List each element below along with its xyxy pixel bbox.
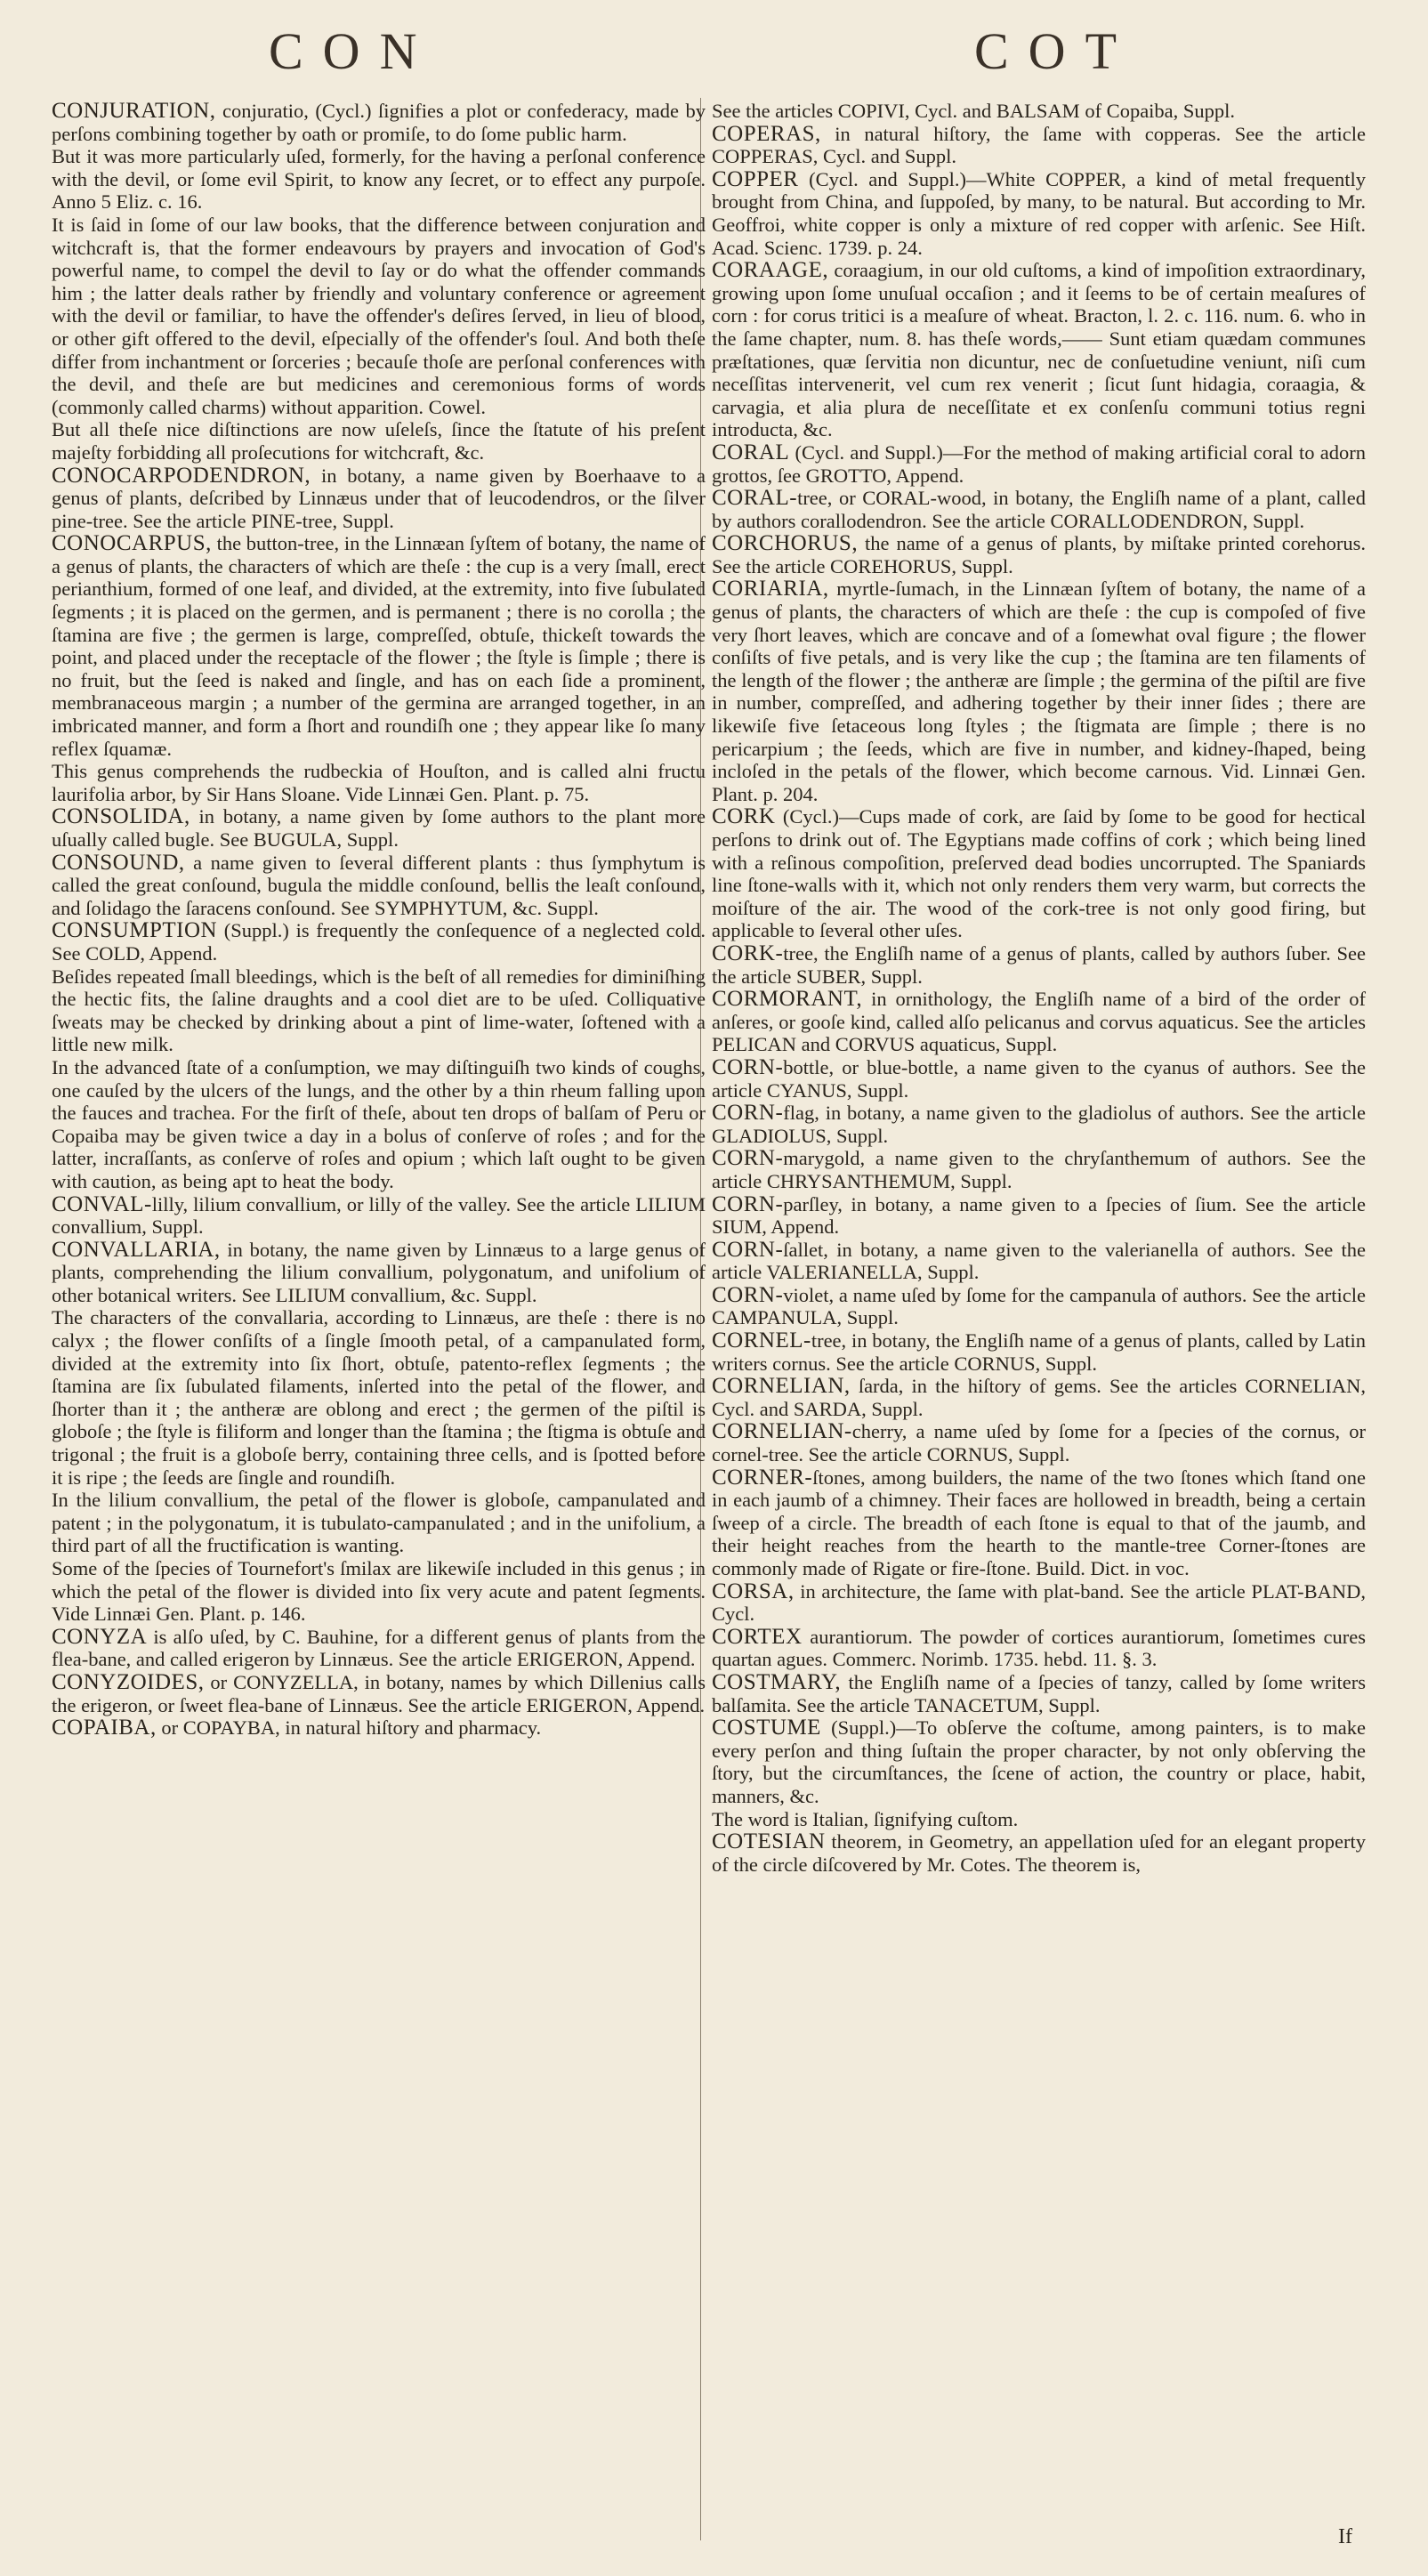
- entry-text: flag, in botany, a name given to the gladiolus of authors. See the article GLADIOLUS, Suppl.: [712, 1102, 1366, 1147]
- entry-text: or COPAYBA, in natural hiſtory and pharmacy.: [156, 1716, 542, 1740]
- entry-text: tree, or CORAL-wood, in botany, the Engliſh name of a plant, called by authors corallodendron. See the article CORALLODENDRON, Suppl.: [712, 487, 1366, 532]
- entry-text: aurantiorum. The powder of cortices aurantiorum, ſometimes cures quartan agues. Commerc. Norimb. 1735. hebd. 11. §. 3.: [712, 1625, 1366, 1671]
- dictionary-entry: [52, 1626, 706, 1671]
- dictionary-entry: [52, 1239, 706, 1307]
- entry-text: cherry, a name uſed by ſome for a ſpecies of the cornus, or cornel-tree. See the article CORNUS, Suppl.: [712, 1420, 1366, 1466]
- entry-headword: COTESIAN: [712, 1829, 826, 1854]
- entry-continuation: [52, 418, 706, 464]
- dictionary-entry: [712, 532, 1366, 577]
- dictionary-entry: [52, 919, 706, 965]
- dictionary-entry: [712, 168, 1366, 259]
- entry-text: in ornithology, the Engliſh name of a bird of the order of anſeres, or gooſe kind, called alſo pelicanus and corvus aquaticus. See the articles PELICAN and CORVUS aquaticus, Suppl.: [712, 988, 1366, 1056]
- left-column: [52, 100, 706, 2556]
- entry-text: coraagium, in our old cuſtoms, a kind of impoſition extraordinary, growing upon ſome unuſual occaſion ; and it ſeems to be of certain meaſures of corn : for corus tritici is a meaſure of wheat. Bracton, l. 2. c. 116. num. 6. who in the ſame chapter, num. 8. has theſe words,—— Sunt etiam quædam communes præſtationes, quæ ſervitia non dicuntur, nec de conſuetudine veniunt, niſi cum neceſſitas intervenerit, vel cum rex venerit ; ſicut ſunt hidagia, coraagia, & carvagia, et alia plura de neceſſitate et ex conſenſu communi totius regni introducta, &c.: [712, 259, 1366, 441]
- dictionary-entry: [712, 1329, 1366, 1375]
- entry-headword: CORN-: [712, 1054, 784, 1079]
- catchword: If: [1338, 2525, 1352, 2548]
- dictionary-entry: [712, 1284, 1366, 1329]
- entry-headword: CORCHORUS,: [712, 531, 859, 556]
- entry-headword: CORN-: [712, 1282, 784, 1307]
- right-column: [712, 100, 1366, 2556]
- entry-headword: CONYZA: [52, 1624, 148, 1649]
- entry-headword: CONJURATION,: [52, 100, 216, 123]
- entry-headword: CONYZOIDES,: [52, 1669, 205, 1694]
- entry-headword: CORNELIAN-: [712, 1419, 852, 1444]
- dictionary-entry: [712, 1147, 1366, 1192]
- entry-continuation: [52, 1557, 706, 1626]
- dictionary-entry: [712, 577, 1366, 805]
- dictionary-entry: [52, 532, 706, 760]
- entry-continuation: [712, 100, 1366, 123]
- entry-headword: CONSOLIDA,: [52, 804, 190, 829]
- entry-text: the button-tree, in the Linnæan ſyſtem of botany, the name of a genus of plants, the characters of which are theſe : the cup is a very ſmall, erect perianthium, formed of one leaf, and divided, at the extremity, into five ſubulated ſegments ; it is placed on the germen, and is permanent ; there is no corolla ; the ſtamina are five ; the germen is large, compreſſed, obtuſe, thickeſt towards the point, and placed under the receptacle of the flower ; the ſtyle is ſimple ; there is no fruit, but the ſeed is naked and ſingle, and has on each ſide a prominent, membranaceous margin ; a number of the germina are arranged together, in an imbricated manner, and form a ſhort and roundiſh one ; they appear like ſo many reflex ſquamæ.: [52, 532, 706, 760]
- dictionary-entry: [52, 1716, 706, 1740]
- dictionary-entry: [52, 852, 706, 920]
- entry-text: tree, the Engliſh name of a genus of plants, called by authors ſuber. See the article SUBER, Suppl.: [712, 941, 1366, 988]
- entry-text: (Cycl.)—Cups made of cork, are ſaid by ſome to be good for hectical perſons to drink out of. The Egyptians made coffins of cork ; which being lined with a reſinous compoſition, preſerved dead bodies uncorrupted. The Spaniards line ſtone-walls with it, which not only renders them very warm, but corrects the moiſture of the air. The wood of the cork-tree is not only good firing, but applicable to ſeveral other uſes.: [712, 805, 1366, 942]
- entry-text: in architecture, the ſame with plat-band. See the article PLAT-BAND, Cycl.: [712, 1579, 1366, 1626]
- entry-headword: COSTMARY,: [712, 1669, 842, 1694]
- dictionary-entry: [712, 1239, 1366, 1284]
- entry-text: This genus comprehends the rudbeckia of Houſton, and is called alni fructu laurifolia arbor, by Sir Hans Sloane. Vide Linnæi Gen. Plant. p. 75.: [52, 760, 706, 805]
- dictionary-entry: [712, 123, 1366, 168]
- entry-text: conjuratio, (Cycl.) ſignifies a plot or confederacy, made by perſons combining together by oath or promiſe, to do ſome public harm.: [52, 100, 706, 145]
- entry-headword: CORN-: [712, 1237, 784, 1262]
- entry-headword: CONVAL-: [52, 1191, 152, 1216]
- entry-text: the Engliſh name of a ſpecies of tanzy, called by ſome writers balſamita. See the article TANACETUM, Suppl.: [712, 1670, 1366, 1716]
- entry-text: in botany, the name given by Linnæus to a large genus of plants, comprehending the lilium convallium, polygonatum, and unifolium of other botanical writers. See LILIUM convallium, &c. Suppl.: [52, 1238, 706, 1306]
- entry-text: (Cycl. and Suppl.)—For the method of making artificial coral to adorn grottos, ſee GROTTO, Append.: [712, 440, 1366, 487]
- entry-headword: COPAIBA,: [52, 1716, 157, 1740]
- entry-headword: CORNER-: [712, 1465, 813, 1490]
- entry-text: theorem, in Geometry, an appellation uſed for an elegant property of the circle diſcovered by Mr. Cotes. The theorem is,: [712, 1830, 1366, 1876]
- entry-headword: CORAAGE,: [712, 258, 829, 283]
- entry-text: the name of a genus of plants, by miſtake printed corehorus. See the article COREHORUS, Suppl.: [712, 532, 1366, 577]
- dictionary-entry: [712, 1830, 1366, 1876]
- entry-text: (Cycl. and Suppl.)—White COPPER, a kind of metal frequently brought from China, and ſuppoſed, by many, to be natural. But according to Mr. Geoffroi, white copper is only a mixture of red copper with arſenic. See Hiſt. Acad. Scienc. 1739. p. 24.: [712, 167, 1366, 259]
- entry-headword: CONOCARPUS,: [52, 531, 212, 556]
- entry-headword: CONVALLARIA,: [52, 1237, 221, 1262]
- dictionary-entry: [52, 805, 706, 851]
- entry-text: ſarda, in the hiſtory of gems. See the articles CORNELIAN, Cycl. and SARDA, Suppl.: [712, 1375, 1366, 1420]
- entry-continuation: [52, 1306, 706, 1489]
- dictionary-entry: [52, 1671, 706, 1716]
- entry-headword: COPPER: [712, 166, 799, 191]
- entry-text: tree, in botany, the Engliſh name of a genus of plants, called by Latin writers cornus. See the article CORNUS, Suppl.: [712, 1329, 1366, 1375]
- entry-text: violet, a name uſed by ſome for the campanula of authors. See the article CAMPANULA, Suppl.: [712, 1283, 1366, 1329]
- left-running-head: CON: [269, 22, 437, 80]
- entry-headword: CORAL-: [712, 486, 798, 511]
- entry-text: in natural hiſtory, the ſame with copperas. See the article COPPERAS, Cycl. and Suppl.: [712, 122, 1366, 168]
- entry-text: myrtle-ſumach, in the Linnæan ſyſtem of botany, the name of a genus of plants, the characters of which are theſe : the cup is compoſed of five very ſhort leaves, which are concave and of a ſomewhat oval figure ; the flower conſiſts of five petals, and is very like the cup ; the ſtamina are ten filaments of the length of the flower ; the antheræ are ſimple ; the germina of the piſtil are five in number, compreſſed, and adhering together by their inner ſides ; there are likewiſe five ſetaceous long ſtyles ; the ſtigmata are ſimple ; there is no pericarpium ; the ſeeds, which are five in number, and kidney-ſhaped, being incloſed in the petals of the flower, which become carnous. Vid. Linnæi Gen. Plant. p. 204.: [712, 577, 1366, 805]
- entry-headword: CORAL: [712, 440, 790, 464]
- entry-continuation: [52, 760, 706, 805]
- entry-text: bottle, or blue-bottle, a name given to the cyanus of authors. See the article CYANUS, Suppl.: [712, 1055, 1366, 1102]
- entry-text: ſtones, among builders, the name of the two ſtones which ſtand one in each jaumb of a chimney. Their faces are hollowed in breadth, being a certain ſweep of a circle. The breadth of each ſtone is equal to that of the jaumb, and their height reaches from the hearth to the mantle-tree Corner-ſtones are commonly made of Rigate or fire-ſtone. Build. Dict. in voc.: [712, 1466, 1366, 1579]
- entry-text: But it was more particularly uſed, formerly, for the having a perſonal conference with the devil, or ſome evil Spirit, to know any ſecret, or to effect any purpoſe. Anno 5 Eliz. c. 16.: [52, 145, 706, 214]
- entry-continuation: [52, 214, 706, 418]
- entry-text: in botany, a name given by ſome authors to the plant more uſually called bugle. See BUGULA, Suppl.: [52, 805, 706, 851]
- dictionary-entry: [712, 1626, 1366, 1671]
- right-running-head: COT: [974, 22, 1136, 80]
- entry-headword: CORIARIA,: [712, 577, 829, 602]
- dictionary-entry: [712, 988, 1366, 1056]
- entry-headword: CORK-: [712, 941, 784, 965]
- dictionary-entry: [712, 1466, 1366, 1580]
- dictionary-entry: [712, 1375, 1366, 1420]
- dictionary-entry: [712, 259, 1366, 441]
- dictionary-entry: [712, 1420, 1366, 1466]
- entry-text: ſallet, in botany, a name given to the valerianella of authors. See the article VALERIANELLA, Suppl.: [712, 1238, 1366, 1284]
- entry-text: (Suppl.) is frequently the conſequence of a neglected cold. See COLD, Append.: [52, 919, 706, 965]
- dictionary-entry: [52, 464, 706, 533]
- entry-headword: CONSOUND,: [52, 850, 185, 875]
- entry-continuation: [712, 1808, 1366, 1831]
- entry-text: parſley, in botany, a name given to a ſpecies of ſium. See the article SIUM, Append.: [712, 1192, 1366, 1239]
- entry-headword: CORNELIAN,: [712, 1374, 851, 1399]
- entry-headword: CORN-: [712, 1146, 784, 1171]
- entry-text: or CONYZELLA, in botany, names by which Dillenius calls the erigeron, or ſweet flea-bane of Linnæus. See the article ERIGERON, Append.: [52, 1670, 706, 1716]
- entry-text: in botany, a name given by Boerhaave to a genus of plants, deſcribed by Linnæus under that of leucodendros, or the ſilver pine-tree. See the article PINE-tree, Suppl.: [52, 464, 706, 532]
- entry-continuation: [52, 1056, 706, 1193]
- dictionary-entry: [712, 805, 1366, 942]
- entry-headword: CORSA,: [712, 1579, 795, 1603]
- entry-headword: CORMORANT,: [712, 987, 863, 1012]
- entry-text: is alſo uſed, by C. Bauhine, for a different genus of plants from the flea-bane, and called erigeron by Linnæus. See the article ERIGERON, Append.: [52, 1625, 706, 1671]
- entry-headword: CONSUMPTION: [52, 918, 218, 943]
- entry-text: marygold, a name given to the chryſanthemum of authors. See the article CHRYSANTHEMUM, Suppl.: [712, 1147, 1366, 1192]
- dictionary-entry: [52, 1193, 706, 1239]
- entry-headword: CORTEX: [712, 1624, 803, 1649]
- dictionary-entry: [712, 441, 1366, 487]
- entry-headword: COSTUME: [712, 1716, 821, 1740]
- entry-text: (Suppl.)—To obſerve the coſtume, among painters, is to make every perſon and thing ſuſtain the proper character, by not only obſerving the ſtory, but the circumſtances, the ſcene of action, the country or place, habit, manners, &c.: [712, 1716, 1366, 1807]
- dictionary-entry: [52, 100, 706, 145]
- entry-headword: CORN-: [712, 1101, 784, 1126]
- dictionary-entry: [712, 1580, 1366, 1626]
- dictionary-entry: [712, 942, 1366, 988]
- entry-text: Beſides repeated ſmall bleedings, which is the beſt of all remedies for diminiſhing the hectic fits, the ſaline draughts and a cool diet are to be uſed. Colliquative ſweats may be checked by drinking about a pint of lime-water, ſoftened with a little new milk.: [52, 965, 706, 1056]
- dictionary-entry: [712, 1671, 1366, 1716]
- entry-continuation: [52, 145, 706, 214]
- entry-text: See the articles COPIVI, Cycl. and BALSAM of Copaiba, Suppl.: [712, 100, 1236, 122]
- entry-headword: CORNEL-: [712, 1328, 811, 1353]
- entry-text: It is ſaid in ſome of our law books, that the difference between conjuration and witchcraft is, that the former endeavours by prayers and invocation of God's powerful name, to compel the devil to ſay or do what the offender commands him ; the latter deals rather by friendly and voluntary conference or agreement with the devil or familiar, to have the offender's deſires ſerved, in lieu of blood, or other gift offered to the devil, eſpecially of the offender's ſoul. And both theſe differ from inchantment or ſorceries ; becauſe thoſe are perſonal conferences with the devil, and theſe are but medicines and ceremonious forms of words (commonly called charms) without apparition. Cowel.: [52, 213, 706, 418]
- dictionary-entry: [712, 1102, 1366, 1147]
- entry-headword: CORN-: [712, 1191, 784, 1216]
- dictionary-entry: [712, 487, 1366, 532]
- entry-text: The characters of the convallaria, according to Linnæus, are theſe : there is no calyx ; the flower conſiſts of a ſingle ſmooth petal, of a campanulated form, divided at the extremity into ſix ſhort, obtuſe, patento-reflex ſegments ; the ſtamina are ſix ſubulated filaments, inſerted into the petal of the flower, and ſhorter than it ; the antheræ are oblong and erect ; the germen of the piſtil is globoſe ; the ſtyle is filiform and longer than the ſtamina ; the ſtigma is obtuſe and trigonal ; the fruit is a globoſe berry, containing three cells, and is ſpotted before it is ripe ; the ſeeds are ſingle and roundiſh.: [52, 1306, 706, 1489]
- dictionary-entry: [712, 1056, 1366, 1102]
- entry-text: lilly, lilium convallium, or lilly of the valley. See the article LILIUM convallium, Suppl.: [52, 1192, 706, 1239]
- entry-text: In the lilium convallium, the petal of the flower is globoſe, campanulated and patent ; in the polygonatum, it is tubulato-campanulated ; and in the unifolium, a third part of all the fructification is wanting.: [52, 1489, 706, 1557]
- entry-headword: CORK: [712, 804, 776, 829]
- entry-continuation: [52, 1489, 706, 1557]
- entry-text: a name given to ſeveral different plants : thus ſymphytum is called the great conſound, bugula the middle conſound, bellis the leaſt conſound, and ſolidago the ſaracens conſound. See SYMPHYTUM, &c. Suppl.: [52, 851, 706, 919]
- entry-headword: COPERAS,: [712, 121, 821, 146]
- entry-continuation: [52, 965, 706, 1056]
- entry-text: But all theſe nice diſtinctions are now uſeleſs, ſince the ſtatute of his preſent majeſty forbidding all proſecutions for witchcraft, &c.: [52, 418, 706, 464]
- entry-text: The word is Italian, ſignifying cuſtom.: [712, 1807, 1019, 1830]
- dictionary-entry: [712, 1193, 1366, 1239]
- entry-text: In the advanced ſtate of a conſumption, we may diſtinguiſh two kinds of coughs, one cauſed by the ulcers of the lungs, and the other by a thin rheum falling upon the fauces and trachea. For the firſt of theſe, about ten drops of balſam of Peru or Copaiba may be given twice a day in a bolus of conſerve of roſes ; and for the latter, incraſſants, as conſerve of roſes and opium ; which laſt ought to be given with caution, as being apt to heat the body.: [52, 1055, 706, 1192]
- entry-text: Some of the ſpecies of Tournefort's ſmilax are likewiſe included in this genus ; in which the petal of the flower is divided into ſix very acute and patent ſegments. Vide Linnæi Gen. Plant. p. 146.: [52, 1557, 706, 1626]
- dictionary-entry: [712, 1716, 1366, 1807]
- entry-headword: CONOCARPODENDRON,: [52, 463, 311, 488]
